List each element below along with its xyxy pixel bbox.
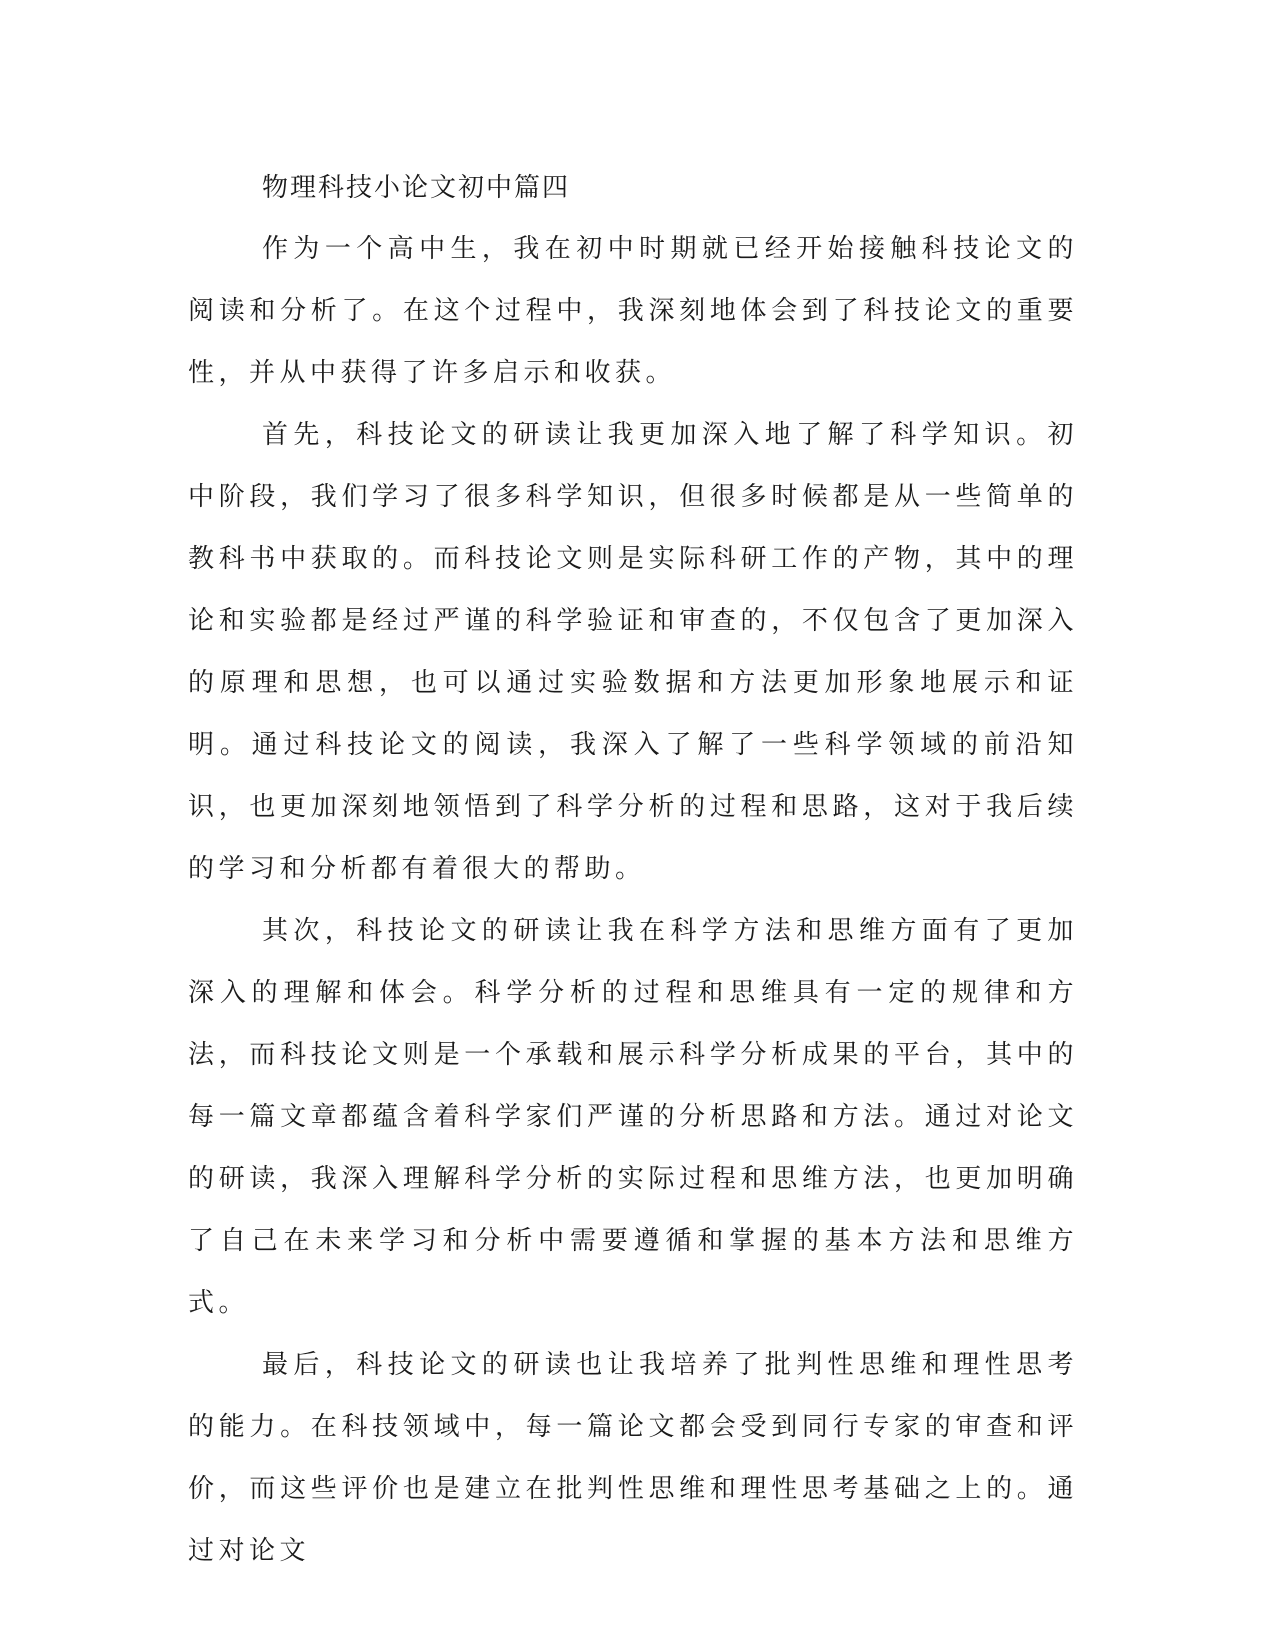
paragraph-3: 其次，科技论文的研读让我在科学方法和思维方面有了更加深入的理解和体会。科学分析的过程和思维具有一定的规律和方法，而科技论文则是一个承载和展示科学分析成果的平台，其中的每一篇文章都蕴含着科学家们严谨的分析思路和方法。通过对论文的研读，我深入理解科学分析的实际过程和思维方法，也更加明确了自己在未来学习和分析中需要遵循和掌握的基本方法和思维方式。 — [188, 916, 1078, 1318]
paragraph-4: 最后，科技论文的研读也让我培养了批判性思维和理性思考的能力。在科技领域中，每一篇论文都会受到同行专家的审查和评价，而这些评价也是建立在批判性思维和理性思考基础之上的。通过对论文 — [188, 1350, 1078, 1566]
document-title: 物理科技小论文初中篇四 — [262, 173, 571, 203]
document-page — [188, 168, 1078, 1582]
paragraph-1: 作为一个高中生，我在初中时期就已经开始接触科技论文的阅读和分析了。在这个过程中，我深刻地体会到了科技论文的重要性，并从中获得了许多启示和收获。 — [188, 234, 1078, 388]
paragraph-2: 首先，科技论文的研读让我更加深入地了解了科学知识。初中阶段，我们学习了很多科学知识，但很多时候都是从一些简单的教科书中获取的。而科技论文则是实际科研工作的产物，其中的理论和实验都是经过严谨的科学验证和审查的，不仅包含了更加深入的原理和思想，也可以通过实验数据和方法更加形象地展示和证明。通过科技论文的阅读，我深入了解了一些科学领域的前沿知识，也更加深刻地领悟到了科学分析的过程和思路，这对于我后续的学习和分析都有着很大的帮助。 — [188, 420, 1078, 884]
